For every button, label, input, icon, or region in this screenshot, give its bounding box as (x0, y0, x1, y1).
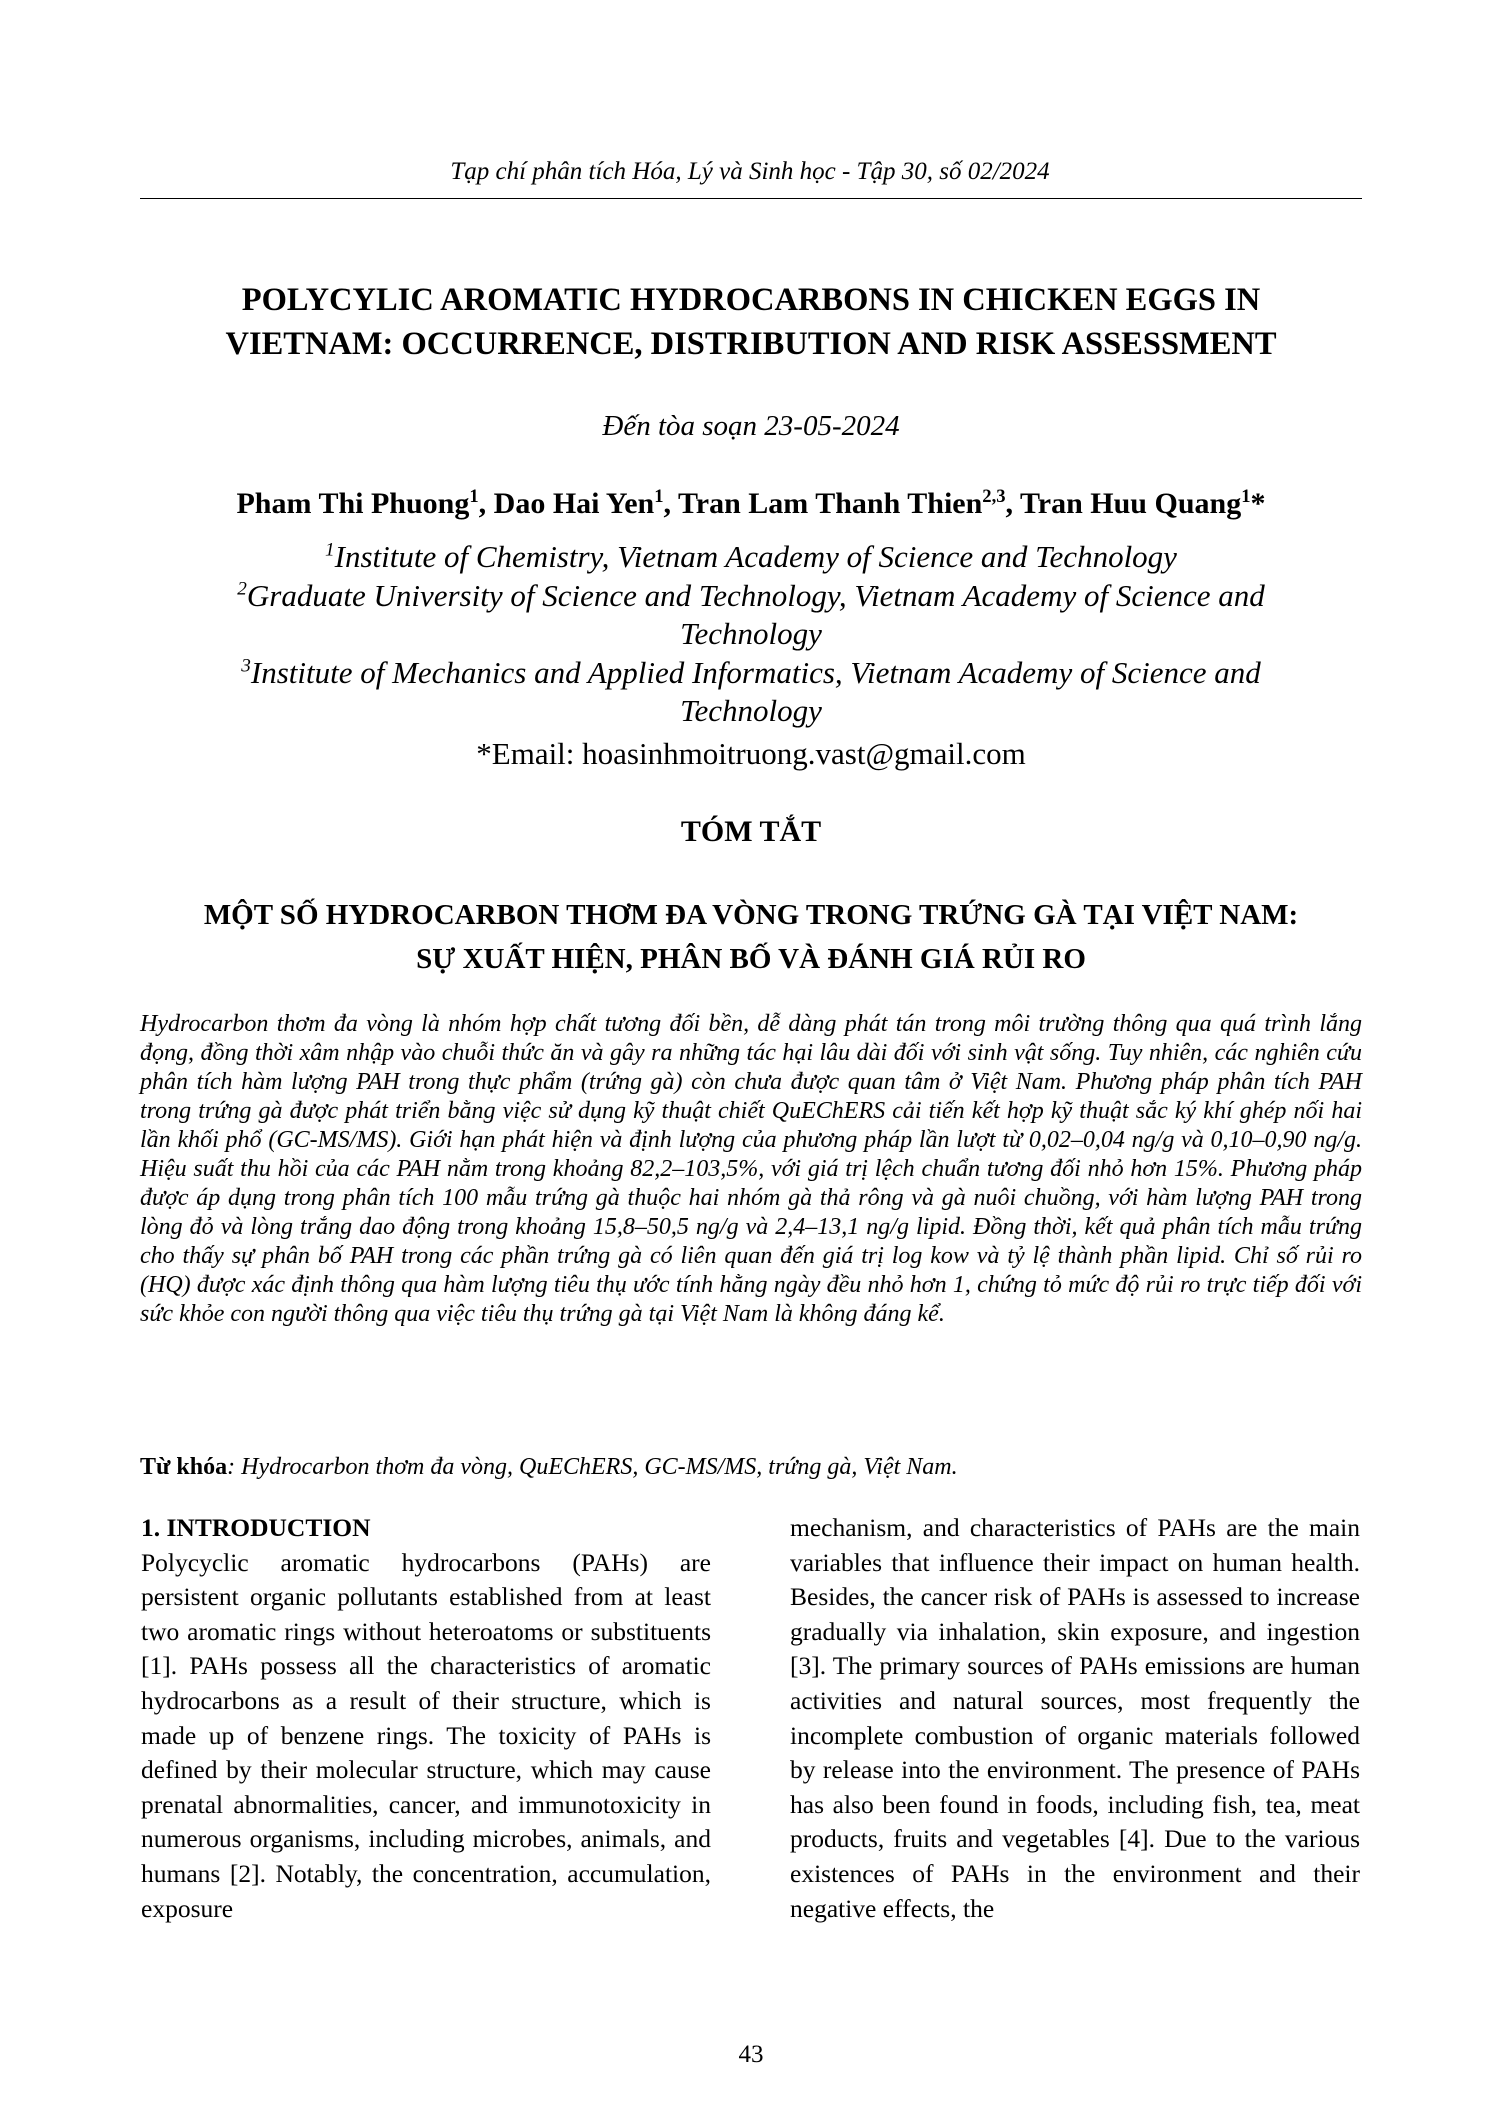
right-column (790, 1511, 1360, 1926)
corresponding-email: *Email: hoasinhmoitruong.vast@gmail.com (476, 736, 1026, 771)
author-affiliation-mark: 2,3 (982, 486, 1006, 507)
affiliation-3-continued: Technology (680, 693, 822, 728)
keywords (140, 1454, 1362, 1481)
affiliation-number: 3 (241, 655, 251, 677)
abstract-heading: TÓM TẮT (680, 815, 822, 848)
title-line-1: POLYCYLIC AROMATIC HYDROCARBONS IN CHICKEN EGGS IN (241, 282, 1261, 318)
left-column (141, 1511, 711, 1926)
author-name: Tran Huu Quang (1020, 487, 1242, 520)
vietnamese-title-line-2: SỰ XUẤT HIỆN, PHÂN BỐ VÀ ĐÁNH GIÁ RỦI RO (416, 943, 1086, 975)
right-column-text: mechanism, and characteristics of PAHs are the main variables that influence their impact on human health. Besides, the cancer risk of PAHs is assessed to increase gradually via inhalation, skin exposure, and ingestion [3]. The primary sources of PAHs emissions are human activities and natural sources, most frequently the incomplete combustion of organic materials followed by release into the environment. The presence of PAHs has also been found in foods, including fish, tea, meat products, fruits and vegetables [4]. Due to the various existences of PAHs in the environment and their negative effects, the (790, 1513, 1360, 1923)
affiliation-number: 1 (325, 539, 335, 561)
page-number: 43 (738, 2041, 764, 2068)
author-name: Pham Thi Phuong (236, 487, 470, 520)
author-list (140, 487, 1362, 521)
vietnamese-title (140, 893, 1362, 981)
affiliation-text: Graduate University of Science and Technology, Vietnam Academy of Science and (246, 577, 1265, 613)
affiliation-1 (140, 538, 1362, 577)
vietnamese-title-line-1: MỘT SỐ HYDROCARBON THƠM ĐA VÒNG TRONG TRỨNG GÀ TẠI VIỆT NAM: (203, 899, 1299, 931)
author-affiliation-mark: 1 (469, 486, 479, 507)
affiliation-text: Institute of Mechanics and Applied Informatics, Vietnam Academy of Science and (250, 654, 1261, 690)
author-affiliation-mark: 1 (1241, 486, 1251, 507)
author-separator: , (478, 487, 494, 520)
keywords-colon: : (227, 1454, 236, 1480)
affiliation-number: 2 (237, 578, 247, 600)
paper-title (140, 278, 1362, 366)
title-line-2: VIETNAM: OCCURRENCE, DISTRIBUTION AND RISK ASSESSMENT (225, 326, 1277, 362)
running-header: Tạp chí phân tích Hóa, Lý và Sinh học - Tập 30, số 02/2024 (450, 158, 1050, 185)
header-divider (140, 198, 1362, 199)
affiliation-2-continued: Technology (680, 616, 822, 651)
keywords-label: Từ khóa (140, 1454, 228, 1480)
section-heading: 1. INTRODUCTION (141, 1513, 371, 1542)
received-date: Đến tòa soạn 23-05-2024 (602, 410, 900, 442)
author-separator: , (663, 487, 678, 520)
left-column-text: Polycyclic aromatic hydrocarbons (PAHs) are persistent organic pollutants established from at least two aromatic rings without heteroatoms or substituents [1]. PAHs possess all the characteristics of aromatic hydrocarbons as a result of their structure, which is made up of benzene rings. The toxicity of PAHs is defined by their molecular structure, which may cause prenatal abnormalities, cancer, and immunotoxicity in numerous organisms, including microbes, animals, and humans [2]. Notably, the concentration, accumulation, exposure (141, 1547, 711, 1923)
author-separator: , (1005, 487, 1020, 520)
author-affiliation-mark: 1 (654, 486, 664, 507)
author-name: Dao Hai Yen (493, 487, 655, 520)
author-separator: * (1250, 487, 1266, 520)
affiliations (140, 538, 1362, 731)
author-name: Tran Lam Thanh Thien (677, 487, 983, 520)
keywords-content: Hydrocarbon thơm đa vòng, QuEChERS, GC-MS/MS, trứng gà, Việt Nam. (235, 1454, 958, 1480)
abstract-text: Hydrocarbon thơm đa vòng là nhóm hợp chất tương đối bền, dễ dàng phát tán trong môi trường thông qua quá trình lắng đọng, đồng thời xâm nhập vào chuỗi thức ăn và gây ra những tác hại lâu dài đối với sinh vật sống. Tuy nhiên, các nghiên cứu phân tích hàm lượng PAH trong thực phẩm (trứng gà) còn chưa được quan tâm ở Việt Nam. Phương pháp phân tích PAH trong trứng gà được phát triển bằng việc sử dụng kỹ thuật chiết QuEChERS cải tiến kết hợp kỹ thuật sắc ký khí ghép nối hai lần khối phổ (GC-MS/MS). Giới hạn phát hiện và định lượng của phương pháp lần lượt từ 0,02–0,04 ng/g và 0,10–0,90 ng/g. Hiệu suất thu hồi của các PAH nằm trong khoảng 82,2–103,5%, với giá trị lệch chuẩn tương đối nhỏ hơn 15%. Phương pháp được áp dụng trong phân tích 100 mẫu trứng gà thuộc hai nhóm gà thả rông và gà nuôi chuồng, với hàm lượng PAH trong lòng đỏ và lòng trắng dao động trong khoảng 15,8–50,5 ng/g và 2,4–13,1 ng/g lipid. Đồng thời, kết quả phân tích mẫu trứng cho thấy sự phân bố PAH trong các phần trứng gà có liên quan đến giá trị log kow và tỷ lệ thành phần lipid. Chỉ số rủi ro (HQ) được xác định thông qua hàm lượng tiêu thụ ước tính hằng ngày đều nhỏ hơn 1, chứng tỏ mức độ rủi ro trực tiếp đối với sức khỏe con người thông qua việc tiêu thụ trứng gà tại Việt Nam là không đáng kể. (140, 1011, 1362, 1327)
affiliation-2 (140, 577, 1362, 616)
affiliation-3 (140, 654, 1362, 693)
affiliation-text: Institute of Chemistry, Vietnam Academy of Science and Technology (334, 539, 1177, 574)
